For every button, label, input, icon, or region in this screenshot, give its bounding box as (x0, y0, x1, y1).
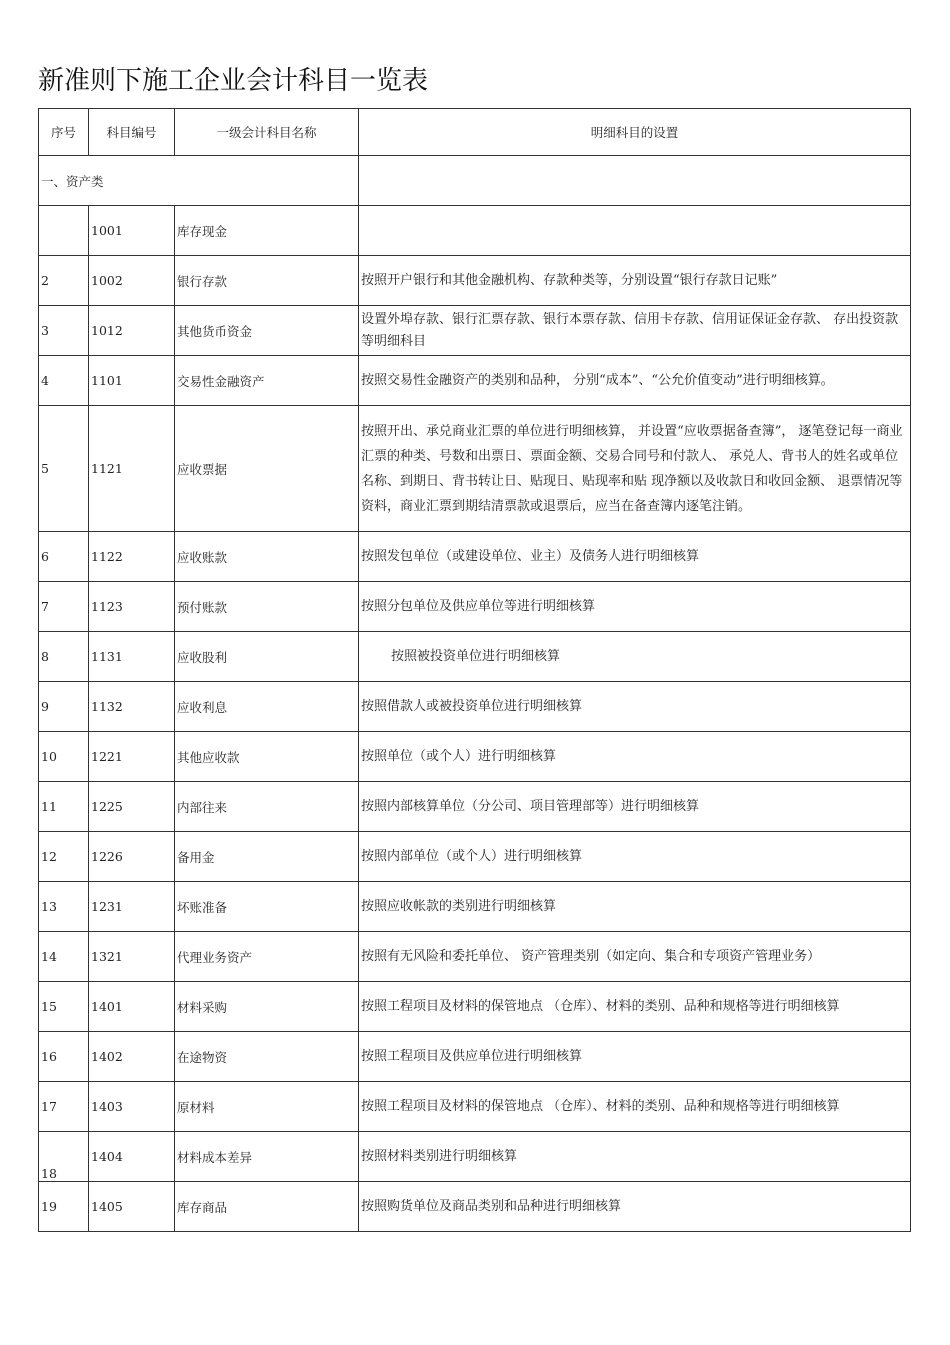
row-seq: 19 (39, 1182, 89, 1232)
row-code: 1122 (89, 532, 175, 582)
row-name: 代理业务资产 (175, 932, 359, 982)
row-seq: 14 (39, 932, 89, 982)
row-name: 银行存款 (175, 256, 359, 306)
row-code: 1123 (89, 582, 175, 632)
table-row (39, 306, 911, 356)
row-code: 1012 (89, 306, 175, 356)
header-code: 科目编号 (89, 109, 175, 156)
row-seq: 11 (39, 782, 89, 832)
row-detail: 按照内部核算单位（分公司、项目管理部等）进行明细核算 (359, 782, 911, 832)
row-name: 内部往来 (175, 782, 359, 832)
header-seq: 序号 (39, 109, 89, 156)
row-seq: 18 (39, 1132, 89, 1182)
row-code: 1101 (89, 356, 175, 406)
row-detail: 按照内部单位（或个人）进行明细核算 (359, 832, 911, 882)
row-code: 1131 (89, 632, 175, 682)
row-name: 应收利息 (175, 682, 359, 732)
row-code: 1221 (89, 732, 175, 782)
row-detail (359, 306, 911, 356)
row-seq: 2 (39, 256, 89, 306)
row-code: 1001 (89, 206, 175, 256)
table-row (39, 732, 911, 782)
table-row (39, 582, 911, 632)
row-detail: 按照购货单位及商品类别和品种进行明细核算 (359, 1182, 911, 1232)
page-title: 新准则下施工企业会计科目一览表 (38, 66, 429, 96)
table-row (39, 1182, 911, 1232)
row-detail: 按照单位（或个人）进行明细核算 (359, 732, 911, 782)
row-seq: 9 (39, 682, 89, 732)
row-seq: 3 (39, 306, 89, 356)
row-code: 1226 (89, 832, 175, 882)
row-name: 交易性金融资产 (175, 356, 359, 406)
row-code: 1321 (89, 932, 175, 982)
row-code: 1405 (89, 1182, 175, 1232)
row-code: 1401 (89, 982, 175, 1032)
row-detail: 按照应收帐款的类别进行明细核算 (359, 882, 911, 932)
row-detail-text: 设置外埠存款、银行汇票存款、银行本票存款、信用卡存款、信用证保证金存款、 存出投资款等明细科目 (361, 311, 899, 349)
accounts-table (38, 108, 911, 1232)
row-name: 备用金 (175, 832, 359, 882)
row-detail-text: 按照工程项目及材料的保管地点 （仓库）、材料的类别、品种和规格等进行明细核算 (361, 1098, 840, 1114)
row-name: 应收票据 (175, 406, 359, 532)
section-detail (359, 156, 911, 206)
row-name: 其他应收款 (175, 732, 359, 782)
row-detail: 按照工程项目及供应单位进行明细核算 (359, 1032, 911, 1082)
row-seq (39, 206, 89, 256)
row-detail (359, 982, 911, 1032)
row-detail: 按照分包单位及供应单位等进行明细核算 (359, 582, 911, 632)
row-seq: 17 (39, 1082, 89, 1132)
table-row (39, 356, 911, 406)
table-row (39, 532, 911, 582)
table-row (39, 682, 911, 732)
row-detail-text: 按照交易性金融资产的类别和品种， 分别“成本”、“公允价值变动”进行明细核算。 (361, 372, 834, 388)
row-detail: 按照材料类别进行明细核算 (359, 1132, 911, 1182)
table-row (39, 932, 911, 982)
row-code: 1231 (89, 882, 175, 932)
row-name: 其他货币资金 (175, 306, 359, 356)
row-code: 1403 (89, 1082, 175, 1132)
row-detail: 按照开户银行和其他金融机构、存款种类等，分别设置“银行存款日记账” (359, 256, 911, 306)
row-code: 1225 (89, 782, 175, 832)
row-seq: 16 (39, 1032, 89, 1082)
row-detail (359, 356, 911, 406)
section-label: 一、资产类 (39, 156, 359, 206)
table-row (39, 832, 911, 882)
table-row (39, 256, 911, 306)
row-name: 库存现金 (175, 206, 359, 256)
row-detail (359, 206, 911, 256)
row-seq: 6 (39, 532, 89, 582)
row-seq: 8 (39, 632, 89, 682)
table-row (39, 1082, 911, 1132)
row-name: 在途物资 (175, 1032, 359, 1082)
row-code: 1121 (89, 406, 175, 532)
row-name: 应收股利 (175, 632, 359, 682)
row-seq: 5 (39, 406, 89, 532)
table-row (39, 1132, 911, 1182)
table-row (39, 406, 911, 532)
row-detail-text: 按照有无风险和委托单位、 资产管理类别（如定向、集合和专项资产管理业务） (361, 948, 821, 964)
row-seq: 13 (39, 882, 89, 932)
row-seq: 10 (39, 732, 89, 782)
row-name: 应收账款 (175, 532, 359, 582)
row-detail: 按照被投资单位进行明细核算 (359, 632, 911, 682)
section-row (39, 156, 911, 206)
row-name: 预付账款 (175, 582, 359, 632)
row-seq: 15 (39, 982, 89, 1032)
table-row (39, 982, 911, 1032)
row-seq: 12 (39, 832, 89, 882)
row-code: 1404 (89, 1132, 175, 1182)
row-name: 库存商品 (175, 1182, 359, 1232)
header-name: 一级会计科目名称 (175, 109, 359, 156)
row-detail: 按照借款人或被投资单位进行明细核算 (359, 682, 911, 732)
row-seq: 7 (39, 582, 89, 632)
row-code: 1002 (89, 256, 175, 306)
row-code: 1132 (89, 682, 175, 732)
table-row (39, 206, 911, 256)
row-name: 材料成本差异 (175, 1132, 359, 1182)
table-row (39, 782, 911, 832)
table-header-row (39, 109, 911, 156)
header-detail: 明细科目的设置 (359, 109, 911, 156)
table-row (39, 632, 911, 682)
row-name: 原材料 (175, 1082, 359, 1132)
row-name: 材料采购 (175, 982, 359, 1032)
row-detail (359, 932, 911, 982)
row-seq: 4 (39, 356, 89, 406)
row-detail (359, 1082, 911, 1132)
table-row (39, 882, 911, 932)
row-name: 坏账准备 (175, 882, 359, 932)
row-detail-text: 按照工程项目及材料的保管地点 （仓库）、材料的类别、品种和规格等进行明细核算 (361, 998, 840, 1014)
table-row (39, 1032, 911, 1082)
row-code: 1402 (89, 1032, 175, 1082)
row-detail: 按照发包单位（或建设单位、业主）及债务人进行明细核算 (359, 532, 911, 582)
row-detail: 按照开出、承兑商业汇票的单位进行明细核算， 并设置“应收票据备查簿”， 逐笔登记每一商业汇票的种类、号数和出票日、票面金额、交易合同号和付款人、 承兑人、背书人的姓名或单位名称、到期日、背书转让日、贴现日、贴现率和贴 现净额以及收款日和收回金额、 退票情况等资料，商业汇票到期结清票款或退票后，应当在备查簿内逐笔注销。 (359, 406, 911, 532)
